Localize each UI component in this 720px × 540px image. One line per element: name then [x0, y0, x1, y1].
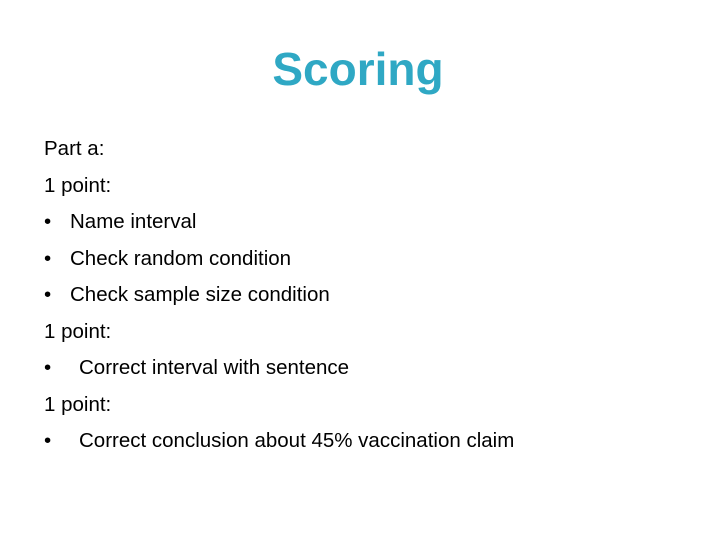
- bullet-text: Check sample size condition: [70, 283, 330, 306]
- bullet-icon: •: [44, 429, 52, 452]
- slide-title: Scoring: [272, 43, 444, 95]
- bullet-icon: •: [44, 210, 52, 233]
- bullet-text: Check random condition: [70, 246, 292, 270]
- bullet-item: [44, 350, 704, 387]
- slide-body: [44, 131, 704, 460]
- section-heading: 1 point:: [44, 319, 112, 343]
- bullet-item: [44, 241, 704, 278]
- bullet-text: Correct conclusion about 45% vaccination claim: [79, 429, 515, 452]
- bullet-text: Correct interval with sentence: [79, 356, 350, 379]
- part-heading: Part a:: [44, 137, 105, 160]
- bullet-item: [44, 423, 704, 460]
- section-heading: 1 point:: [44, 392, 112, 416]
- bullet-icon: •: [44, 246, 52, 270]
- bullet-icon: •: [44, 356, 52, 379]
- bullet-item: [44, 204, 704, 241]
- section-heading: 1 point:: [44, 173, 112, 197]
- bullet-icon: •: [44, 283, 52, 306]
- bullet-text: Name interval: [70, 210, 197, 233]
- bullet-item: [44, 277, 704, 314]
